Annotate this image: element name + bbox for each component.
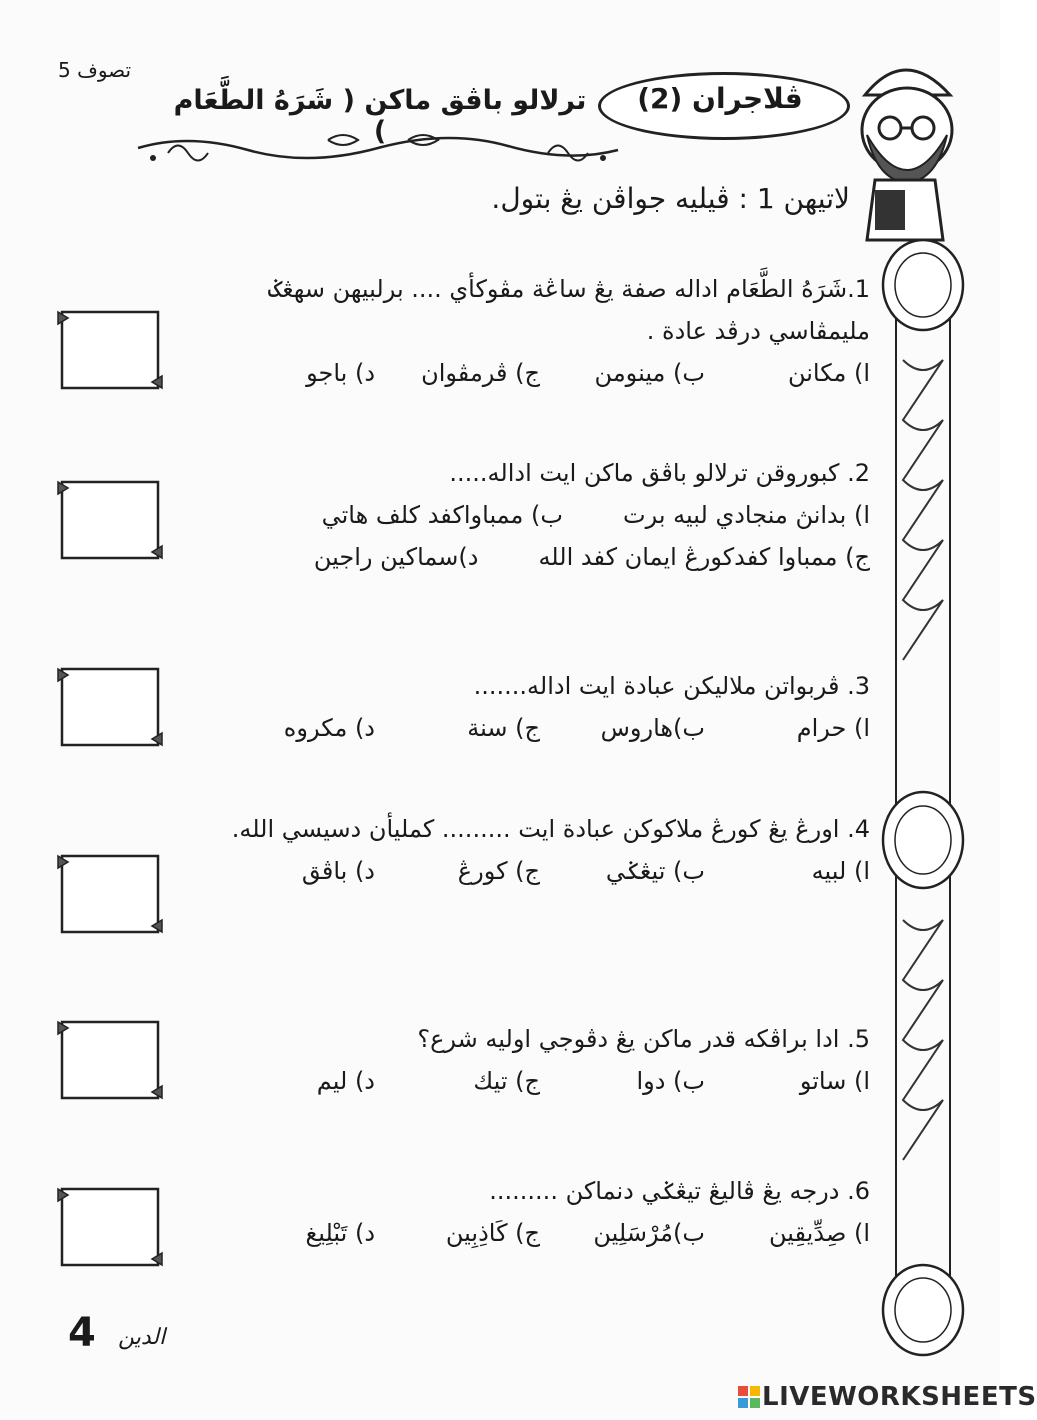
option-b: ب) مينومن <box>594 359 705 387</box>
question-6 <box>210 1170 870 1254</box>
question-stem: 4. اورڠ يڠ كورڠ ملاكوكن عبادة ايت ......... كمليأن دسيسي الله. <box>231 815 870 843</box>
option-d: د) مكروه <box>283 714 375 742</box>
question-5 <box>210 1018 870 1102</box>
grade-label: تصوف 5 <box>58 58 132 82</box>
option-b: ب)هاروس <box>600 714 705 742</box>
option-b: ب) ممباواكفد كلف هاتي <box>321 501 563 529</box>
option-a: ا) لبيه <box>811 857 870 885</box>
option-a: ا) مكانن <box>787 359 870 387</box>
answer-banner-box-4[interactable] <box>56 852 164 936</box>
answer-banner-box-3[interactable] <box>56 665 164 749</box>
answer-banner-box-6[interactable] <box>56 1185 164 1269</box>
page-number: 4 <box>68 1310 96 1356</box>
answer-banner-box-5[interactable] <box>56 1018 164 1102</box>
option-c: ج) كَاذِبِين <box>445 1219 540 1247</box>
option-c: ج) تيك <box>473 1067 540 1095</box>
option-c: ج) كورڠ <box>457 857 540 885</box>
option-d: د) باڤق <box>301 857 375 885</box>
option-c: ج) ممباوا كفدكورڠ ايمان كفد الله <box>538 543 870 571</box>
question-stem: 3. ڤربواتن ملاليكن عبادة ايت اداله....... <box>473 672 870 700</box>
option-c: ج) ڤرمڤوان <box>421 359 540 387</box>
option-b: ب) دوا <box>636 1067 705 1095</box>
option-a: ا) صِدِّيقِين <box>769 1219 870 1247</box>
brand-watermark: LIVEWORKSHEETS <box>762 1382 1037 1412</box>
subject-label: الدين <box>118 1325 166 1350</box>
options-row <box>210 1212 870 1254</box>
lesson-number: ڤلاجران (2) <box>637 82 803 115</box>
question-2 <box>210 452 870 578</box>
option-b: ب) تيڠݢي <box>605 857 705 885</box>
option-b: ب)مُرْسَلِين <box>593 1219 705 1247</box>
option-a: ا) ساتو <box>799 1067 870 1095</box>
option-c: ج) سنة <box>467 714 540 742</box>
option-d: د) باجو <box>306 359 375 387</box>
liveworksheets-logo-icon <box>738 1386 760 1408</box>
option-d: د) ليم <box>316 1067 375 1095</box>
question-stem: 6. درجه يڠ ڤاليڠ تيڠݢي دنماكن ......... <box>489 1177 870 1205</box>
options-row <box>210 707 870 749</box>
option-a: ا) بدانڽ منجادي لبيه برت <box>623 501 870 529</box>
mascot-boy-icon <box>835 40 975 250</box>
flourish-divider-icon <box>128 128 628 168</box>
options-row <box>210 494 870 536</box>
options-row <box>210 352 870 394</box>
question-4 <box>210 808 870 892</box>
question-3 <box>210 665 870 749</box>
page-title: ترلالو باڤق ماكن ( شَرَهُ الطَّعَام ) <box>173 85 587 147</box>
options-row <box>210 1060 870 1102</box>
options-row <box>210 536 870 578</box>
question-stem: 2. كبوروقن ترلالو باڤق ماكن ايت اداله..... <box>449 459 870 487</box>
option-d: د)سماكين راجين <box>313 543 479 571</box>
question-stem: 1.شَرَهُ الطَّعَام اداله صفة يڠ ساڠة مڤوكأي .... برلبيهن سهڠݢ مليمڤاسي درڤد عادة . <box>268 275 870 345</box>
answer-banner-box-1[interactable] <box>56 308 164 392</box>
answer-banner-box-2[interactable] <box>56 478 164 562</box>
option-a: ا) حرام <box>796 714 870 742</box>
options-row <box>210 850 870 892</box>
question-1 <box>210 268 870 394</box>
option-d: د) تَبْلِيغ <box>305 1219 375 1247</box>
calligraphy-border-icon <box>878 240 968 1360</box>
instruction-text: لاتيهن 1 : ڤيليه جواڤن يڠ بتول. <box>491 182 850 215</box>
question-stem: 5. ادا براڤكه قدر ماكن يڠ دڤوجي اوليه شرع؟ <box>417 1025 870 1053</box>
